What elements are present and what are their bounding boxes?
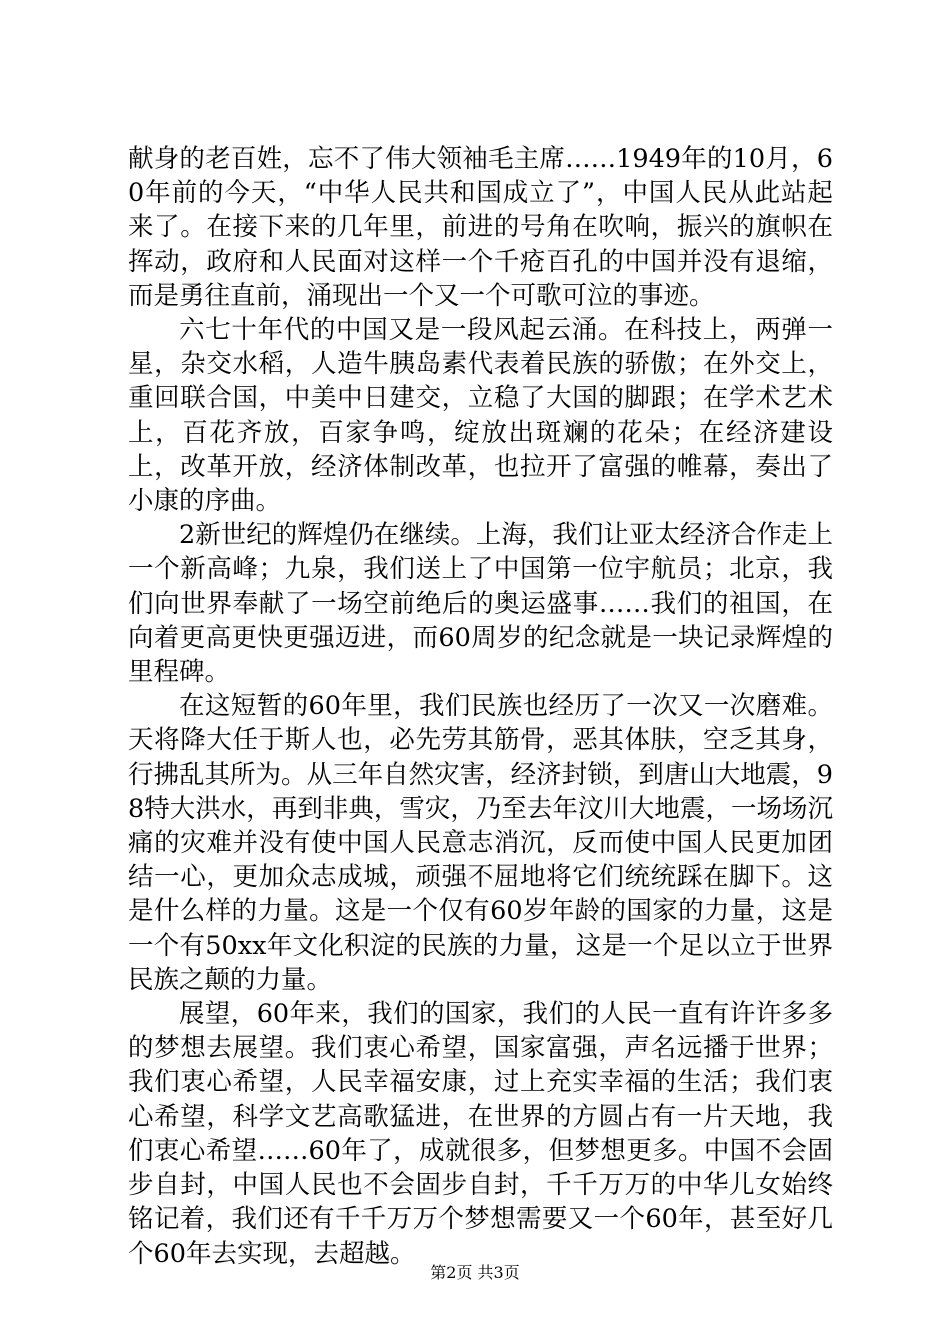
paragraph-2: 六七十年代的中国又是一段风起云涌。在科技上，两弹一星，杂交水稻，人造牛胰岛素代表着民族的骄傲；在外交上，重回联合国，中美中日建交，立稳了大国的脚跟；在学术艺术上，百花齐放，百家争鸣，绽放出斑斓的花朵；在经济建设上，改革开放，经济体制改革，也拉开了富强的帷幕，奏出了小康的序曲。 xyxy=(128,315,833,517)
paragraph-3: 2新世纪的辉煌仍在继续。上海，我们让亚太经济合作走上一个新高峰；九泉，我们送上了中国第一位宇航员；北京，我们向世界奉献了一场空前绝后的奥运盛事……我们的祖国，在向着更高更快更强迈进，而60周岁的纪念就是一块记录辉煌的里程碑。 xyxy=(128,520,833,688)
paragraph-4: 在这短暂的60年里，我们民族也经历了一次又一次磨难。天将降大任于斯人也，必先劳其筋骨，恶其体肤，空乏其身，行拂乱其所为。从三年自然灾害，经济封锁，到唐山大地震，98特大洪水，再到非典，雪灾，乃至去年汶川大地震，一场场沉痛的灾难并没有使中国人民意志消沉，反而使中国人民更加团结一心，更加众志成城，顽强不屈地将它们统统踩在脚下。这是什么样的力量。这是一个仅有60岁年龄的国家的力量，这是一个有50xx年文化积淀的民族的力量，这是一个足以立于世界民族之颠的力量。 xyxy=(128,691,833,995)
paragraph-1: 献身的老百姓，忘不了伟大领袖毛主席……1949年的10月，60年前的今天，“中华人民共和国成立了”，中国人民从此站起来了。在接下来的几年里，前进的号角在吹响，振兴的旗帜在挥动，政府和人民面对这样一个千疮百孔的中国并没有退缩，而是勇往直前，涌现出一个又一个可歌可泣的事迹。 xyxy=(128,144,833,311)
paragraph-5: 展望，60年来，我们的国家，我们的人民一直有许许多多的梦想去展望。我们衷心希望，国家富强，声名远播于世界；我们衷心希望，人民幸福安康，过上充实幸福的生活；我们衷心希望，科学文艺高歌猛进，在世界的方圆占有一片天地，我们衷心希望……60年了，成就很多，但梦想更多。中国不会固步自封，中国人民也不会固步自封，千千万万的中华儿女始终铭记着，我们还有千千万万个梦想需要又一个60年，甚至好几个60年去实现，去超越。 xyxy=(128,999,833,1269)
body-text xyxy=(128,142,833,1271)
page-footer xyxy=(0,1262,950,1284)
page-number-label: 第2页 共3页 xyxy=(430,1263,520,1282)
